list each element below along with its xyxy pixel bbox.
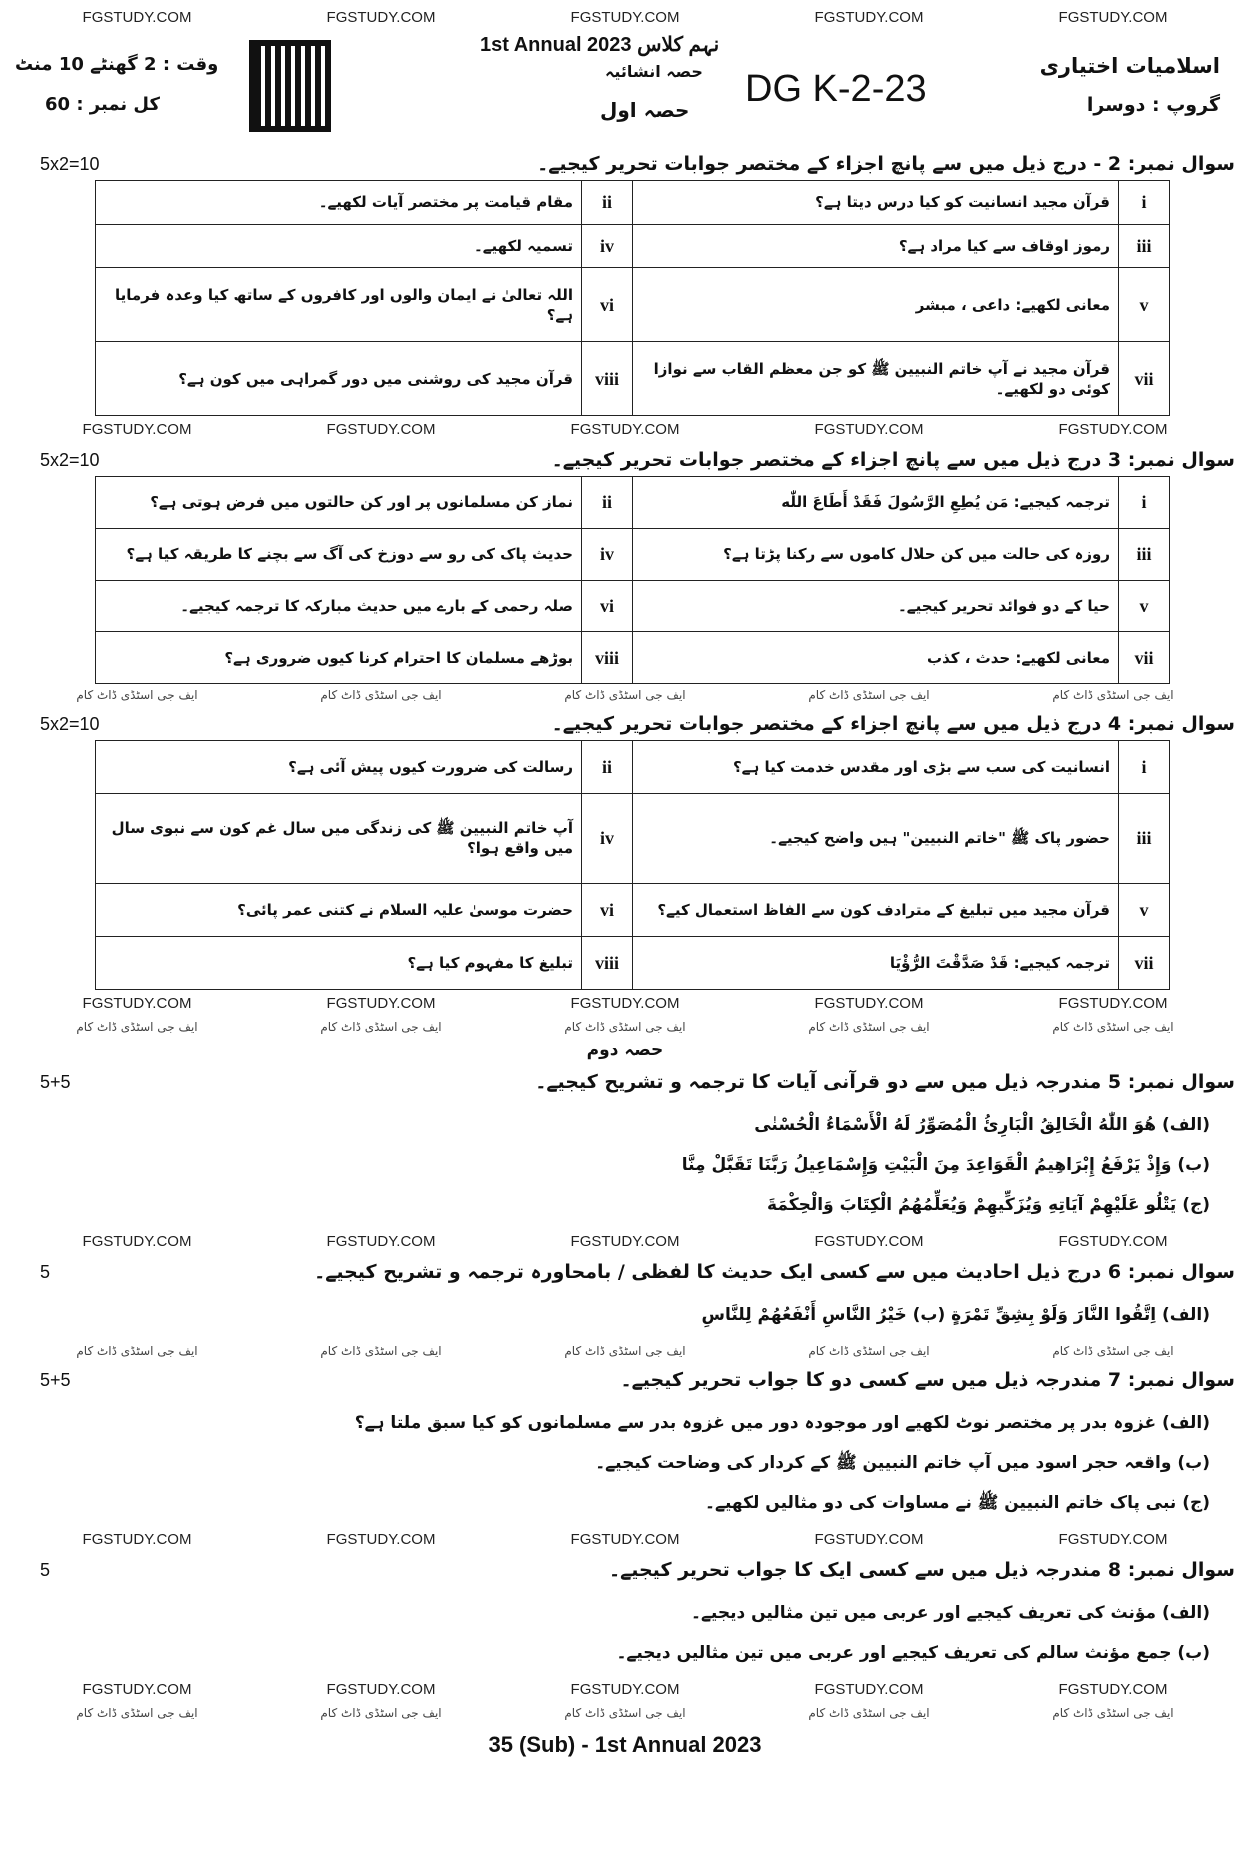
watermark-text-urdu: ایف جی اسٹڈی ڈاٹ کام [1052, 688, 1174, 702]
question-row [96, 477, 1170, 529]
q6-title: سوال نمبر: 6 درج ذیل احادیث میں سے کسی ایک حدیث کا لفظی / بامحاورہ ترجمہ و تشریح کیجیے۔ [314, 1261, 1235, 1283]
question-row [96, 268, 1170, 342]
q5-title: سوال نمبر: 5 مندرجہ ذیل میں سے دو قرآنی آیات کا ترجمہ و تشریح کیجیے۔ [535, 1071, 1235, 1093]
question-item: (ب) وَإِذْ يَرْفَعُ إِبْرَاهِيمُ الْقَوَاعِدَ مِنَ الْبَيْتِ وَإِسْمَاعِيلُ رَبَّنَا تَقَبَّلْ مِنَّا [681, 1155, 1210, 1175]
part-number: i [1119, 181, 1170, 225]
q8-heading [15, 1554, 1235, 1586]
part-question: حیا کے دو فوائد تحریر کیجیے۔ [633, 580, 1119, 632]
part-number: vii [1119, 342, 1170, 416]
watermark-text-urdu: ایف جی اسٹڈی ڈاٹ کام [564, 1020, 686, 1034]
part-question: رسالت کی ضرورت کیوں پیش آئی ہے؟ [96, 741, 582, 794]
q4-heading [15, 708, 1235, 740]
part-number: v [1119, 883, 1170, 936]
q7-items [15, 1410, 1235, 1516]
q8-marks: 5 [40, 1559, 51, 1580]
part-number: iv [582, 224, 633, 268]
watermark-text-urdu: ایف جی اسٹڈی ڈاٹ کام [76, 1020, 198, 1034]
part-question: رموز اوقاف سے کیا مراد ہے؟ [633, 224, 1119, 268]
question-item: (الف) هُوَ اللّٰهُ الْخَالِقُ الْبَارِئُ الْمُصَوِّرُ لَهُ الْأَسْمَاءُ الْحُسْنٰى [754, 1115, 1210, 1135]
question-item: (الف) مؤنث کی تعریف کیجیے اور عربی میں تین مثالیں دیجیے۔ [690, 1603, 1210, 1623]
part-question: اللہ تعالیٰ نے ایمان والوں اور کافروں کے ساتھ کیا وعدہ فرمایا ہے؟ [96, 268, 582, 342]
part-number: vi [582, 580, 633, 632]
qr-code [255, 46, 325, 126]
total-marks: کل نمبر : 60 [45, 94, 160, 115]
part-question: تسمیہ لکھیے۔ [96, 224, 582, 268]
q2-heading [15, 148, 1235, 180]
q6-heading [15, 1256, 1235, 1288]
watermark-text-urdu: ایف جی اسٹڈی ڈاٹ کام [76, 688, 198, 702]
watermark-text-urdu: ایف جی اسٹڈی ڈاٹ کام [564, 688, 686, 702]
watermark-text: FGSTUDY.COM [1058, 1531, 1168, 1548]
part-one: حصہ اول [600, 98, 690, 122]
watermark-text: FGSTUDY.COM [1058, 9, 1168, 26]
question-row [96, 794, 1170, 884]
part-number: i [1119, 741, 1170, 794]
part-number: viii [582, 936, 633, 989]
part-number: v [1119, 268, 1170, 342]
q2-table [95, 180, 1170, 416]
question-row [96, 528, 1170, 580]
paper-header [15, 32, 1235, 144]
watermark-text: FGSTUDY.COM [570, 421, 680, 438]
watermark-text: FGSTUDY.COM [570, 1233, 680, 1250]
q4-marks: 5x2=10 [40, 713, 100, 734]
watermark-text: FGSTUDY.COM [326, 1531, 436, 1548]
watermark-text: FGSTUDY.COM [1058, 1681, 1168, 1698]
question-item: (ج) يَتْلُو عَلَيْهِمْ آيَاتِهِ وَيُزَكِّيهِمْ وَيُعَلِّمُهُمُ الْكِتَابَ وَالْحِكْمَةَ [767, 1195, 1210, 1215]
watermark-row [15, 1680, 1235, 1700]
watermark-text-urdu: ایف جی اسٹڈی ڈاٹ کام [564, 1706, 686, 1720]
watermark-text-urdu: ایف جی اسٹڈی ڈاٹ کام [320, 1344, 442, 1358]
q5-heading [15, 1066, 1235, 1098]
q8-items [15, 1600, 1235, 1666]
watermark-text: FGSTUDY.COM [1058, 995, 1168, 1012]
question-item: (ج) نبی پاک خاتم النبیین ﷺ نے مساوات کی دو مثالیں لکھیے۔ [705, 1493, 1210, 1513]
subject: اسلامیات اختیاری [1039, 54, 1220, 78]
q8-title: سوال نمبر: 8 مندرجہ ذیل میں سے کسی ایک کا جواب تحریر کیجیے۔ [608, 1559, 1235, 1581]
watermark-text: FGSTUDY.COM [1058, 421, 1168, 438]
part-type: حصہ انشائیہ [605, 62, 703, 81]
part-question: قرآن مجید نے آپ خاتم النبیین ﷺ کو جن معظم القاب سے نوازا کوئی دو لکھیے۔ [633, 342, 1119, 416]
question-item: (ب) واقعہ حجر اسود میں آپ خاتم النبیین ﷺ کے کردار کی وضاحت کیجیے۔ [595, 1453, 1210, 1473]
watermark-text-urdu: ایف جی اسٹڈی ڈاٹ کام [1052, 1706, 1174, 1720]
paper-code: DG K-2-23 [745, 68, 927, 110]
part-question: قرآن مجید میں تبلیغ کے مترادف کون سے الفاظ استعمال کیے؟ [633, 883, 1119, 936]
part-question: انسانیت کی سب سے بڑی اور مقدس خدمت کیا ہے؟ [633, 741, 1119, 794]
part-question: روزہ کی حالت میں کن حلال کاموں سے رکنا پڑتا ہے؟ [633, 528, 1119, 580]
part-number: vi [582, 268, 633, 342]
watermark-text-urdu: ایف جی اسٹڈی ڈاٹ کام [808, 1344, 930, 1358]
part-number: ii [582, 741, 633, 794]
q7-title: سوال نمبر: 7 مندرجہ ذیل میں سے کسی دو کا جواب تحریر کیجیے۔ [620, 1369, 1235, 1391]
q4-title: سوال نمبر: 4 درج ذیل میں سے پانچ اجزاء کے مختصر جوابات تحریر کیجیے۔ [551, 713, 1235, 735]
watermark-text: FGSTUDY.COM [326, 1681, 436, 1698]
watermark-row-urdu [15, 686, 1235, 704]
watermark-text: FGSTUDY.COM [82, 9, 192, 26]
q7-heading [15, 1364, 1235, 1396]
part-number: iii [1119, 794, 1170, 884]
part-question: بوڑھے مسلمان کا احترام کرنا کیوں ضروری ہے؟ [96, 632, 582, 684]
question-row [96, 741, 1170, 794]
watermark-row [15, 994, 1235, 1014]
watermark-text: FGSTUDY.COM [82, 421, 192, 438]
part-number: viii [582, 342, 633, 416]
q3-marks: 5x2=10 [40, 449, 100, 470]
watermark-text: FGSTUDY.COM [814, 1681, 924, 1698]
question-row [96, 580, 1170, 632]
watermark-text-urdu: ایف جی اسٹڈی ڈاٹ کام [76, 1344, 198, 1358]
part-number: iv [582, 528, 633, 580]
q6-marks: 5 [40, 1261, 51, 1282]
question-item: (ب) جمع مؤنث سالم کی تعریف کیجیے اور عربی میں تین مثالیں دیجیے۔ [616, 1643, 1210, 1663]
watermark-row [15, 420, 1235, 440]
watermark-text-urdu: ایف جی اسٹڈی ڈاٹ کام [76, 1706, 198, 1720]
q2-marks: 5x2=10 [40, 153, 100, 174]
watermark-text: FGSTUDY.COM [82, 1531, 192, 1548]
part-question: حضور پاک ﷺ "خاتم النبیین" ہیں واضح کیجیے۔ [633, 794, 1119, 884]
part-question: معانی لکھیے: داعی ، مبشر [633, 268, 1119, 342]
part-two: حصہ دوم [586, 1040, 664, 1060]
question-row [96, 632, 1170, 684]
watermark-text: FGSTUDY.COM [814, 995, 924, 1012]
watermark-text-urdu: ایف جی اسٹڈی ڈاٹ کام [1052, 1344, 1174, 1358]
question-row [96, 936, 1170, 989]
question-row [96, 224, 1170, 268]
part-number: iii [1119, 224, 1170, 268]
part-number: iii [1119, 528, 1170, 580]
part-question: آپ خاتم النبیین ﷺ کی زندگی میں سال غم کون سے نبوی سال میں واقع ہوا؟ [96, 794, 582, 884]
part-question: صلہ رحمی کے بارے میں حدیث مبارکہ کا ترجمہ کیجیے۔ [96, 580, 582, 632]
watermark-row [15, 1530, 1235, 1550]
watermark-text: FGSTUDY.COM [814, 1233, 924, 1250]
part-question: ترجمہ کیجیے: قَدْ صَدَّقْتَ الرُّؤْيَا [633, 936, 1119, 989]
part-question: ترجمہ کیجیے: مَن يُطِعِ الرَّسُولَ فَقَدْ أَطَاعَ اللّٰه [633, 477, 1119, 529]
watermark-text: FGSTUDY.COM [570, 9, 680, 26]
watermark-text-urdu: ایف جی اسٹڈی ڈاٹ کام [564, 1344, 686, 1358]
watermark-row-urdu [15, 1342, 1235, 1360]
part-question: مقام قیامت پر مختصر آیات لکھیے۔ [96, 181, 582, 225]
q3-heading [15, 444, 1235, 476]
watermark-row [15, 8, 1235, 28]
watermark-row-urdu [15, 1018, 1235, 1036]
exam-title [480, 32, 719, 57]
watermark-text-urdu: ایف جی اسٹڈی ڈاٹ کام [320, 1706, 442, 1720]
watermark-text: FGSTUDY.COM [1058, 1233, 1168, 1250]
q3-title: سوال نمبر: 3 درج ذیل میں سے پانچ اجزاء کے مختصر جوابات تحریر کیجیے۔ [551, 449, 1235, 471]
part-question: معانی لکھیے: حدث ، کذب [633, 632, 1119, 684]
part-number: i [1119, 477, 1170, 529]
part-question: قرآن مجید کی روشنی میں دور گمراہی میں کون ہے؟ [96, 342, 582, 416]
q4-table [95, 740, 1170, 990]
q5-items [15, 1112, 1235, 1218]
watermark-text: FGSTUDY.COM [814, 421, 924, 438]
question-row [96, 883, 1170, 936]
watermark-text-urdu: ایف جی اسٹڈی ڈاٹ کام [808, 1706, 930, 1720]
q3-table [95, 476, 1170, 684]
class-label: نہم کلاس [637, 34, 720, 56]
q5-marks: 5+5 [40, 1071, 71, 1092]
watermark-text: FGSTUDY.COM [326, 421, 436, 438]
watermark-text: FGSTUDY.COM [326, 1233, 436, 1250]
watermark-text-urdu: ایف جی اسٹڈی ڈاٹ کام [320, 688, 442, 702]
watermark-text: FGSTUDY.COM [82, 1681, 192, 1698]
group: گروپ : دوسرا [1086, 94, 1220, 116]
part-number: iv [582, 794, 633, 884]
part-question: حضرت موسیٰ علیہ السلام نے کتنی عمر پائی؟ [96, 883, 582, 936]
part-number: vi [582, 883, 633, 936]
watermark-text: FGSTUDY.COM [326, 9, 436, 26]
part-number: ii [582, 477, 633, 529]
question-item: (الف) غزوہ بدر پر مختصر نوٹ لکھیے اور موجودہ دور میں غزوہ بدر سے مسلمانوں کو کیا سبق ملتا ہے؟ [354, 1413, 1210, 1433]
watermark-text: FGSTUDY.COM [570, 995, 680, 1012]
watermark-text: FGSTUDY.COM [814, 1531, 924, 1548]
q6-items [15, 1302, 1235, 1328]
question-row [96, 342, 1170, 416]
watermark-text-urdu: ایف جی اسٹڈی ڈاٹ کام [1052, 1020, 1174, 1034]
watermark-row-urdu [15, 1704, 1235, 1722]
watermark-text: FGSTUDY.COM [570, 1681, 680, 1698]
question-item: (الف) اِتَّقُوا النَّارَ وَلَوْ بِشِقِّ تَمْرَةٍ (ب) خَيْرُ النَّاسِ أَنْفَعُهُمْ لِلنَّاسِ [701, 1305, 1210, 1325]
part-number: vii [1119, 632, 1170, 684]
part-question: قرآن مجید انسانیت کو کیا درس دیتا ہے؟ [633, 181, 1119, 225]
question-row [96, 181, 1170, 225]
watermark-text-urdu: ایف جی اسٹڈی ڈاٹ کام [320, 1020, 442, 1034]
part-number: v [1119, 580, 1170, 632]
watermark-text: FGSTUDY.COM [82, 995, 192, 1012]
part-number: vii [1119, 936, 1170, 989]
watermark-text-urdu: ایف جی اسٹڈی ڈاٹ کام [808, 688, 930, 702]
part-number: viii [582, 632, 633, 684]
part-question: حدیث پاک کی رو سے دوزخ کی آگ سے بچنے کا طریقہ کیا ہے؟ [96, 528, 582, 580]
watermark-text: FGSTUDY.COM [326, 995, 436, 1012]
watermark-text: FGSTUDY.COM [570, 1531, 680, 1548]
part-number: ii [582, 181, 633, 225]
part-question: نماز کن مسلمانوں پر اور کن حالتوں میں فرض ہوتی ہے؟ [96, 477, 582, 529]
q2-title: سوال نمبر: 2 - درج ذیل میں سے پانچ اجزاء کے مختصر جوابات تحریر کیجیے۔ [537, 153, 1235, 175]
q7-marks: 5+5 [40, 1369, 71, 1390]
exam-session: 1st Annual 2023 [480, 34, 632, 56]
part-question: تبلیغ کا مفہوم کیا ہے؟ [96, 936, 582, 989]
time: وقت : 2 گھنٹے 10 منٹ [15, 54, 219, 75]
footer-code: 35 (Sub) - 1st Annual 2023 [488, 1732, 762, 1757]
watermark-text-urdu: ایف جی اسٹڈی ڈاٹ کام [808, 1020, 930, 1034]
watermark-text: FGSTUDY.COM [814, 9, 924, 26]
watermark-text: FGSTUDY.COM [82, 1233, 192, 1250]
watermark-row [15, 1232, 1235, 1252]
